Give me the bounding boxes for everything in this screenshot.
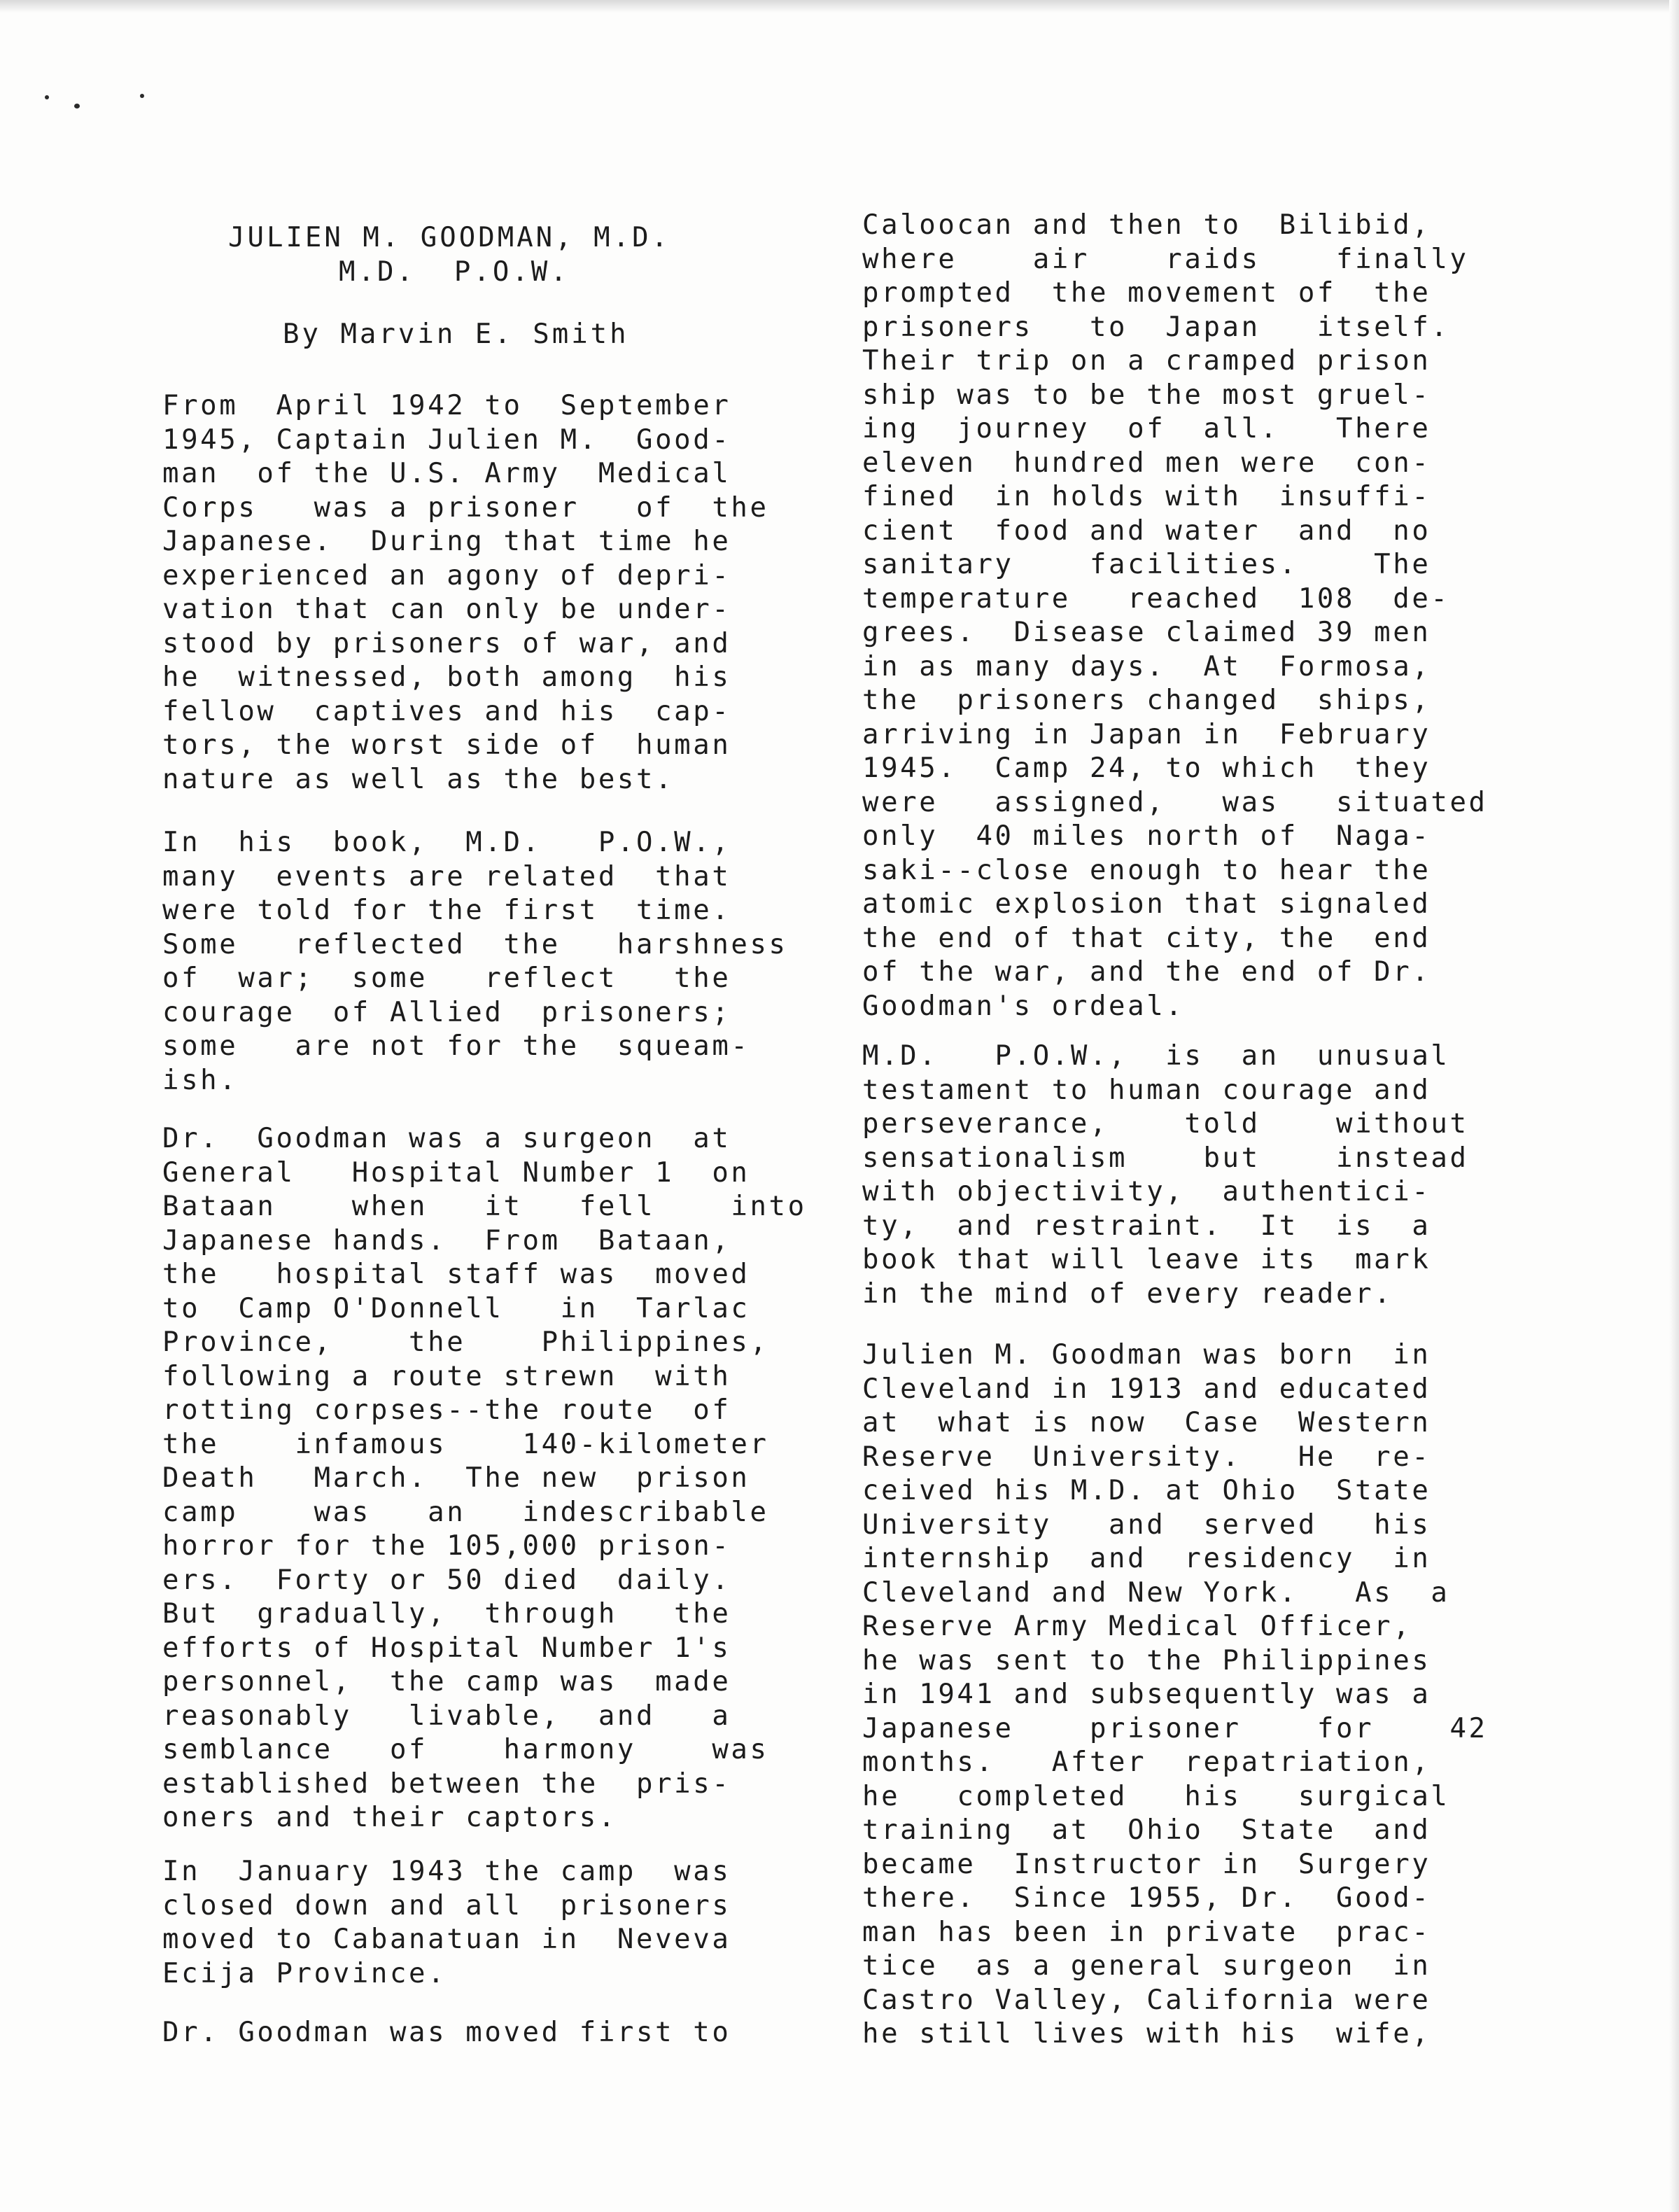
speck-mark — [140, 94, 144, 98]
text-line: oners and their captors. — [162, 1802, 617, 1833]
text-line: man of the U.S. Army Medical — [162, 458, 731, 489]
text-line: internship and residency in — [862, 1543, 1431, 1574]
text-line: ers. Forty or 50 died daily. — [162, 1564, 731, 1596]
text-line: Reserve Army Medical Officer, — [862, 1611, 1412, 1642]
text-line: some are not for the squeam- — [162, 1030, 750, 1062]
text-line: From April 1942 to September — [162, 390, 731, 421]
paragraph — [162, 826, 788, 1098]
text-line: But gradually, through the — [162, 1598, 731, 1630]
text-line: cient food and water and no — [862, 514, 1431, 547]
article-title: JULIEN M. GOODMAN, M.D. — [228, 222, 671, 253]
text-line: camp was an indescribable — [162, 1496, 769, 1528]
text-line: Bataan when it fell into — [162, 1191, 807, 1222]
text-line: only 40 miles north of Naga- — [862, 820, 1431, 852]
speck-mark — [45, 95, 49, 99]
text-line: of the war, and the end of Dr. — [862, 956, 1431, 988]
text-line: moved to Cabanatuan in Neveva — [162, 1924, 731, 1955]
text-line: courage of Allied prisoners; — [162, 996, 731, 1028]
text-line: in the mind of every reader. — [862, 1278, 1393, 1310]
text-line: months. After repatriation, — [862, 1746, 1431, 1778]
text-line: General Hospital Number 1 on — [162, 1156, 750, 1189]
text-line: experienced an agony of depri- — [162, 559, 731, 592]
text-line: tice as a general surgeon in — [862, 1950, 1431, 1982]
text-line: the prisoners changed ships, — [862, 685, 1431, 716]
text-line: horror for the 105,000 prison- — [162, 1530, 731, 1562]
article-subtitle: M.D. P.O.W. — [339, 256, 570, 288]
text-line: in as many days. At Formosa, — [862, 650, 1431, 682]
text-line: prisoners to Japan itself. — [862, 311, 1450, 343]
text-line: the end of that city, the end — [862, 922, 1431, 954]
text-line: grees. Disease claimed 39 men — [862, 617, 1431, 648]
text-line: Some reflected the harshness — [162, 928, 788, 960]
text-line: saki--close enough to hear the — [862, 854, 1431, 886]
text-line: many events are related that — [162, 860, 731, 892]
text-line: Japanese hands. From Bataan, — [162, 1224, 731, 1256]
paragraph — [862, 209, 1488, 1023]
text-line: Dr. Goodman was a surgeon at — [162, 1123, 731, 1154]
text-line: nature as well as the best. — [162, 763, 675, 795]
text-line: testament to human courage and — [862, 1074, 1431, 1106]
text-line: prompted the movement of the — [862, 277, 1431, 309]
text-line: personnel, the camp was made — [162, 1666, 731, 1698]
text-line: fined in holds with insuffi- — [862, 481, 1431, 512]
text-line: stood by prisoners of war, and — [162, 627, 731, 659]
text-line: Julien M. Goodman was born in — [862, 1339, 1431, 1371]
text-line: were assigned, was situated — [862, 786, 1488, 818]
text-line: he still lives with his wife, — [862, 2018, 1431, 2050]
text-line: Their trip on a cramped prison — [862, 345, 1431, 377]
text-line: Cleveland in 1913 and educated — [862, 1373, 1431, 1405]
text-line: tors, the worst side of human — [162, 729, 731, 761]
text-line: Province, the Philippines, — [162, 1326, 769, 1358]
text-line: In January 1943 the camp was — [162, 1856, 731, 1887]
text-line: ish. — [162, 1064, 239, 1096]
text-line: at what is now Case Western — [862, 1407, 1431, 1438]
text-line: perseverance, told without — [862, 1108, 1469, 1140]
article-byline: By Marvin E. Smith — [283, 318, 629, 350]
text-line: with objectivity, authentici- — [862, 1176, 1431, 1208]
text-line: semblance of harmony was — [162, 1734, 769, 1765]
text-line: Dr. Goodman was moved first to — [162, 2017, 731, 2048]
paragraph — [162, 2016, 731, 2050]
paragraph — [862, 1040, 1469, 1311]
text-line: book that will leave its mark — [862, 1244, 1431, 1275]
text-line: arriving in Japan in February — [862, 718, 1431, 750]
text-line: sensationalism but instead — [862, 1142, 1469, 1174]
text-line: established between the pris- — [162, 1768, 731, 1800]
text-line: he witnessed, both among his — [162, 662, 731, 693]
text-line: Japanese prisoner for 42 — [862, 1712, 1488, 1744]
text-line: reasonably livable, and a — [162, 1700, 731, 1732]
text-line: Castro Valley, California were — [862, 1984, 1431, 2016]
text-line: following a route strewn with — [162, 1360, 731, 1392]
text-line: 1945. Camp 24, to which they — [862, 752, 1431, 784]
text-line: atomic explosion that signaled — [862, 888, 1431, 920]
text-line: Cleveland and New York. As a — [862, 1576, 1450, 1609]
text-line: the infamous 140-kilometer — [162, 1428, 769, 1460]
text-line: University and served his — [862, 1508, 1431, 1541]
text-line: there. Since 1955, Dr. Good- — [862, 1882, 1431, 1914]
text-line: sanitary facilities. The — [862, 549, 1431, 580]
text-line: vation that can only be under- — [162, 594, 731, 625]
text-line: of war; some reflect the — [162, 962, 731, 994]
text-line: ship was to be the most gruel- — [862, 379, 1431, 411]
text-line: were told for the first time. — [162, 895, 731, 926]
text-line: Caloocan and then to Bilibid, — [862, 209, 1431, 241]
text-line: Death March. The new prison — [162, 1462, 750, 1494]
text-line: 1945, Captain Julien M. Good- — [162, 424, 731, 456]
text-line: temperature reached 108 de- — [862, 582, 1450, 615]
text-line: man has been in private prac- — [862, 1916, 1431, 1948]
text-line: Ecija Province. — [162, 1957, 447, 1989]
paragraph — [862, 1338, 1488, 2052]
text-line: training at Ohio State and — [862, 1814, 1431, 1846]
speck-mark — [74, 104, 80, 108]
paragraph — [162, 1122, 807, 1835]
text-line: the hospital staff was moved — [162, 1259, 750, 1290]
text-line: where air raids finally — [862, 243, 1469, 275]
text-line: ty, and restraint. It is a — [862, 1210, 1431, 1242]
paragraph — [162, 1855, 731, 1991]
text-line: Goodman's ordeal. — [862, 990, 1185, 1022]
text-line: Japanese. During that time he — [162, 526, 731, 557]
right-column — [862, 0, 1492, 2050]
text-line: Corps was a prisoner of the — [162, 491, 769, 524]
text-line: rotting corpses--the route of — [162, 1394, 731, 1426]
text-line: fellow captives and his cap- — [162, 695, 731, 727]
text-line: closed down and all prisoners — [162, 1889, 731, 1921]
text-line: he completed his surgical — [862, 1780, 1450, 1812]
text-line: ceived his M.D. at Ohio State — [862, 1475, 1431, 1506]
paragraph — [162, 389, 769, 797]
text-line: to Camp O'Donnell in Tarlac — [162, 1292, 750, 1324]
scan-shadow-right — [1669, 0, 1679, 2212]
text-line: efforts of Hospital Number 1's — [162, 1632, 731, 1664]
text-line: became Instructor in Surgery — [862, 1848, 1431, 1880]
text-line: M.D. P.O.W., is an unusual — [862, 1040, 1450, 1072]
text-line: in 1941 and subsequently was a — [862, 1679, 1431, 1710]
text-line: In his book, M.D. P.O.W., — [162, 827, 731, 858]
text-line: eleven hundred men were con- — [862, 447, 1431, 479]
text-line: he was sent to the Philippines — [862, 1644, 1431, 1676]
text-line: ing journey of all. There — [862, 413, 1431, 444]
text-line: Reserve University. He re- — [862, 1441, 1431, 1473]
